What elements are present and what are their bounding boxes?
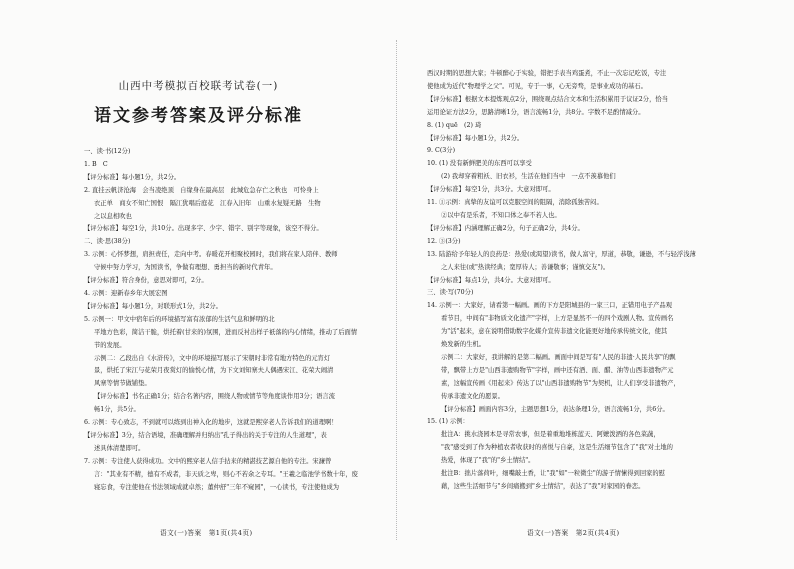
scoring-note: 畅1分，共5分。 — [94, 406, 140, 414]
answer-line: 12. ③(3分) — [427, 237, 461, 245]
scoring-note: 【评分标准】每小题1分，共2分。 — [84, 173, 181, 181]
annotation-line: 批注A：挑水浇园本是寻常农事，但是着重地堆栋蓝天、阿嬷泼洒的各色菜蔬， — [441, 431, 660, 439]
section-heading: 一、读·书(12分) — [84, 148, 131, 155]
answer-line: 11. ①示例：真挚的友谊可以克服空间的阻隔，消除孤独苦闷。 — [427, 199, 603, 207]
annotation-line: "我"感受到了作为种植农者收获时的喜悦与自豪，这是生活细节包含了"我"对土地的 — [441, 444, 673, 452]
answer-line: 带，飘带上方是"山西非遗购物节"字样，画中还有酒、面、醋、油等山西非遗物产元 — [441, 366, 674, 374]
scoring-note: 运用论证方法2分，思路清晰1分，语言流畅1分，共8分。字数不足酌情减分。 — [427, 108, 645, 116]
footer-page-1: 语文(一)答案 第1页(共4页) — [160, 529, 253, 537]
answer-line: 示例二：大家好，我讲解的是第二幅画。画面中间是写有"人民的非遗·人民共享"的飘 — [441, 353, 676, 361]
scoring-note: 述具体清楚即可。 — [94, 444, 145, 452]
section-heading: 三、读·写(70分) — [427, 289, 474, 297]
scoring-note: 【评分标准】画面内容3分，主题思想1分，表达条理1分，语言流畅1分，共6分。 — [441, 405, 669, 413]
answer-line: 3. 示例：心怀梦想，肩担责任，走向中考。春暖花开相聚校园时，我们将在家人陪伴、教师 — [84, 251, 338, 259]
annotation-line: 藉，这些生活细节与"乡间痛搬到"乡土情结"，表达了"我"对家园的眷恋。 — [441, 483, 645, 490]
scoring-note: 【评分标准】书名正确1分；结合名著内容，围绕人物或情节等角度谈作用3分；语言流 — [94, 393, 335, 401]
answer-line: 守候中努力学习，为国读书，争做有理想、勇担当的新时代青年。 — [94, 264, 277, 272]
exam-title: 山西中考模拟百校联考试卷(一) — [118, 80, 279, 92]
answer-line: 风寨等情节做铺垫。 — [94, 380, 151, 388]
answer-line: 13. 陆游给予年轻人的良药是：热爱(或渴望)读书，做人富守，厚道，恭敬，谦逊，不与轻浮浅薄 — [427, 250, 696, 258]
answer-line: 为"活"起来，意在说明借助数字化媒介宣传非遗文化能更好地传承传统文化，使其 — [441, 328, 668, 336]
answer-line: 9. C(3分) — [427, 147, 456, 155]
annotation-line: 批注B：拙片落荷叶，细嘴敲土香，让"我"如"一粒微尘"的游子情愫得到回家的慰 — [441, 470, 666, 478]
answer-line: 14. 示例一：大家好，请看第一幅画。画的下方是阳城县的一家三口，正错用电子产品观 — [427, 302, 673, 310]
answer-line: 5. 示例一：甲文中宿年后的环境描写富有浓郁的生活气息和鲜明的北 — [84, 315, 275, 323]
answer-line: 4. 示例：迎新春乡年大展宏图 — [84, 289, 168, 297]
answer-line: 平地方色彩，简洁干脆，烘托着(甘来的)氛围，进而反衬出样子祇落的内心情绪，推动了后面情 — [94, 328, 358, 336]
answer-line: ②以中有是乐者，不知口体之奉不若人也。 — [441, 211, 561, 219]
answer-line: 8. (1) quē (2) 琦 — [427, 121, 482, 129]
right-answer-body — [427, 68, 722, 494]
section-heading: 二、读·思(38分) — [84, 238, 131, 246]
scoring-note: 【评分标准】内涵理解正确2分，句子正确2分，共4分。 — [427, 224, 584, 232]
annotation-line: 热爱，体现了"我"的"乡土情结"。 — [441, 457, 535, 465]
document-title: 语文参考答案及评分标准 — [94, 106, 303, 126]
answer-line: 15. (1) 示例： — [427, 418, 469, 426]
answer-line: 言："其业有不精，德有不成者，非天质之卑，则心不若余之专耳。"王羲之临池学书数十年，废 — [94, 470, 358, 478]
scoring-note: 【评分标准】符合身份，意思对即可，2分。 — [84, 277, 208, 285]
answer-line: 2. 直挂云帆济沧海 会当凌绝顶 自缘身在最高层 此城危急存亡之秋也 可怜身上 — [84, 186, 319, 194]
scoring-note: 【评分标准】3分，结合语境，准确理解并归纳出"孔子得出的关于专注的人生道理"，表 — [84, 431, 327, 439]
answer-line: 焕发新的生机。 — [441, 341, 486, 349]
answer-line: (2) 我却穿着粗袄、旧衣衫，生活在他们当中 一点不羡慕他们 — [441, 173, 616, 181]
scoring-note: 【评分标准】每小题1分，共2分。 — [427, 134, 524, 142]
answer-line: 节的发展。 — [94, 341, 126, 349]
scoring-note: 【评分标准】根据文本提炼观点2分，围绕观点结合文本和生活积累用于议证2分，恰当 — [427, 95, 668, 103]
page-right — [397, 0, 794, 569]
answer-line: 使他成为近代"物理学之父"。可见，专于一事，心无旁骛，是事业成功的基石。 — [427, 82, 647, 90]
answer-line: 素，这幅宣传画《用起来》传达了以"山西非遗购物节"为契机，让人们享受非遗物产， — [441, 379, 680, 387]
answer-line: 之人来往(或"热读经典；宽厚待人；善谦敬事；谨慎交友")。 — [441, 263, 610, 271]
answer-line: 西汉时期的思想大家；牛顿醉心于实验，错把手表当鸡蛋煮，不止一次忘记吃饭，专注 — [427, 70, 667, 77]
answer-line: 示例二：乙段出自《水浒传》，文中的环境描写展示了宋朝时非常有地方特色的元宵灯 — [94, 354, 331, 362]
answer-line: 7. 示例：专注使人获得成功。文中的熙穿老人信手拈来的精湛技艺源自他的专注。宋濂曾 — [84, 457, 332, 465]
answer-line: 6. 示例：专心致志，不到就可以练到出神入化的地步，这就是熙穿老人告诉我们的道理啊！ — [84, 419, 338, 427]
answer-line: 寝忘食，专注使他在书法领域成就卓然；董仲舒"三年不窥园"，一心读书，专注使他成为 — [94, 483, 340, 491]
scoring-note: 【评分标准】每空1分，共10分。出现多字、少字、错字、别字等现象，该空不得分。 — [84, 225, 323, 233]
footer-page-2: 语文(一)答案 第2页(共4页) — [527, 529, 620, 537]
scoring-note: 【评分标准】每小题1分，对联形式1分，共2分。 — [84, 302, 222, 310]
scoring-note: 【评分标准】每点1分，共4分。大意对即可。 — [427, 276, 555, 284]
left-answer-body — [84, 146, 387, 494]
answer-line: 看节目，中间有"非物质文化遗产"字样，上方是显然不一的四个戏剧人物。宣传画名 — [441, 315, 674, 323]
scoring-note: 【评分标准】每空1分，共3分。大意对即可。 — [427, 186, 555, 194]
answer-line: 景，烘托了宋江与花荣月夜赏灯的愉悦心情，为下文刘知寨夫人偶遇宋江、花荣大闹清 — [94, 367, 334, 375]
answer-line: 10. (1) 没有新鲜肥美的东西可以享受 — [427, 160, 532, 168]
answer-line: 传承非遗文化的愿景。 — [441, 392, 504, 400]
answer-line: 之以息相吹也 — [94, 212, 132, 220]
answer-line: 1. B C — [84, 160, 108, 168]
answer-line: 衣正单 商女不知亡国恨 隔江犹唱后庭花 江春入旧年 山重水复疑无路 生物 — [94, 199, 321, 207]
